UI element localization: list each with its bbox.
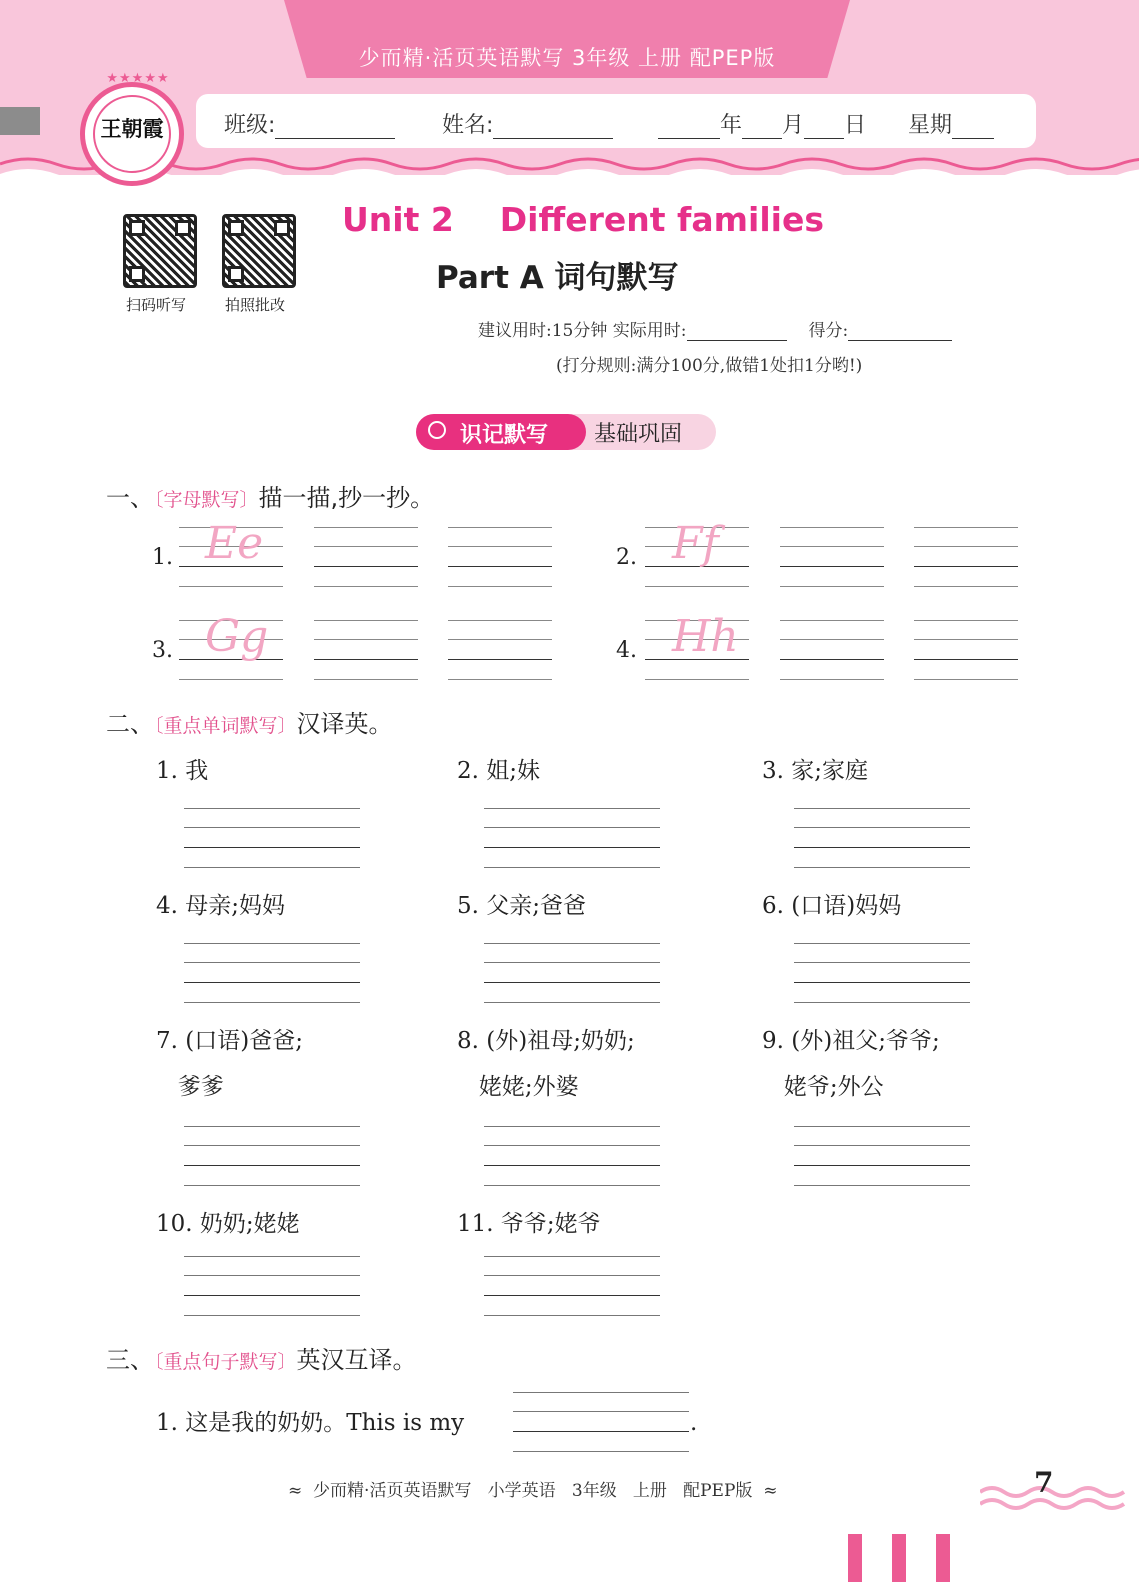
weekday-blank[interactable]: [952, 118, 994, 139]
vocab-prompt: 8. (外)祖母;奶奶; 姥姥;外婆: [457, 1028, 635, 1100]
sentence-prompt: 1. 这是我的奶奶。This is my: [156, 1410, 465, 1436]
letter-item-number: 4.: [616, 638, 637, 663]
section1-instruction: 描一描,抄一抄。: [258, 484, 435, 512]
timing-text: 建议用时:15分钟 实际用时:: [478, 321, 687, 341]
section3-heading: [106, 1340, 417, 1375]
trace-letters: Hh: [672, 611, 739, 662]
vocab-answer-lines[interactable]: [484, 1256, 660, 1316]
section2-tag: 〔重点单词默写〕: [154, 715, 297, 737]
badge-left-label: 识记默写: [460, 423, 549, 448]
section2-instruction: 汉译英。: [296, 710, 393, 738]
section1-tag: 〔字母默写〕: [154, 489, 259, 511]
trace-letters: Ff: [672, 518, 719, 569]
photo-qr-code[interactable]: [222, 214, 296, 288]
letter-writing-grid[interactable]: [448, 527, 552, 587]
day-label: 日: [844, 113, 867, 138]
listen-qr-code[interactable]: [123, 214, 197, 288]
vocab-prompt: 9. (外)祖父;爷爷; 姥爷;外公: [762, 1028, 940, 1100]
vocab-prompt: 2. 姐;妹: [457, 758, 541, 784]
logo-text: 王朝霞: [100, 116, 164, 141]
star-icon: ★★★★★: [106, 71, 170, 86]
timing-line: [478, 316, 952, 341]
vocab-prompt: 5. 父亲;爸爸: [457, 893, 587, 919]
letter-item-number: 3.: [152, 638, 173, 663]
section2-number: 二、: [106, 710, 154, 738]
month-blank[interactable]: [742, 118, 782, 139]
name-field[interactable]: [442, 108, 613, 139]
vocab-prompt: 4. 母亲;妈妈: [156, 893, 286, 919]
badge-primary: [416, 414, 586, 450]
trace-letters: Gg: [205, 611, 269, 662]
letter-writing-grid[interactable]: [314, 620, 418, 680]
vocab-answer-lines[interactable]: [794, 808, 970, 868]
vocab-prompt: 10. 奶奶;姥姥: [156, 1211, 300, 1237]
letter-writing-grid[interactable]: [914, 527, 1018, 587]
month-label: 月: [782, 113, 805, 138]
photo-qr-label: 拍照批改: [225, 296, 286, 314]
footer-wave-decoration: [980, 1480, 1130, 1514]
page-number: 7: [1034, 1466, 1054, 1499]
scoring-rule: (打分规则:满分100分,做错1处扣1分哟!): [556, 356, 863, 376]
letter-writing-grid[interactable]: [780, 620, 884, 680]
thumb-tab: [892, 1534, 906, 1582]
letter-writing-grid[interactable]: [448, 620, 552, 680]
listen-qr-label: 扫码听写: [126, 296, 187, 314]
vocab-prompt: 11. 爷爷;姥爷: [457, 1211, 601, 1237]
vocab-prompt: 6. (口语)妈妈: [762, 893, 902, 919]
class-label: 班级:: [224, 113, 276, 138]
date-field[interactable]: [658, 108, 866, 139]
section1-number: 一、: [106, 484, 154, 512]
class-blank[interactable]: [275, 118, 395, 139]
actual-time-blank[interactable]: [687, 324, 787, 341]
year-blank[interactable]: [658, 118, 720, 139]
section1-heading: [106, 478, 434, 513]
thumb-tab: [848, 1534, 862, 1582]
vocab-prompt: 3. 家;家庭: [762, 758, 869, 784]
medal-icon: [428, 421, 446, 439]
vocab-answer-lines[interactable]: [484, 943, 660, 1003]
score-label: 得分:: [808, 321, 849, 341]
section3-tag: 〔重点句子默写〕: [154, 1351, 297, 1373]
weekday-label: 星期: [908, 113, 953, 138]
thumb-tab: [936, 1534, 950, 1582]
series-title: 少而精·活页英语默写 3年级 上册 配PEP版: [358, 46, 776, 70]
class-field[interactable]: [224, 108, 395, 139]
letter-writing-grid[interactable]: [914, 620, 1018, 680]
letter-item-number: 1.: [152, 545, 173, 570]
score-blank[interactable]: [848, 324, 952, 341]
vocab-answer-lines[interactable]: [184, 1256, 360, 1316]
vocab-answer-lines[interactable]: [184, 1126, 360, 1186]
vocab-prompt: 1. 我: [156, 758, 209, 784]
vocab-answer-lines[interactable]: [794, 1126, 970, 1186]
weekday-field[interactable]: [908, 108, 994, 139]
vocab-answer-lines[interactable]: [184, 808, 360, 868]
side-tab: [0, 107, 40, 135]
trace-letters: Ee: [205, 518, 264, 569]
publisher-logo: [80, 71, 184, 186]
section2-heading: [106, 704, 393, 739]
letter-item-number: 2.: [616, 545, 637, 570]
letter-writing-grid[interactable]: [314, 527, 418, 587]
badge-secondary: 基础巩固: [594, 422, 683, 447]
footer-text: ≈ 少而精·活页英语默写 小学英语 3年级 上册 配PEP版 ≈: [288, 1481, 778, 1501]
sentence-period: .: [690, 1410, 698, 1436]
vocab-answer-lines[interactable]: [794, 943, 970, 1003]
vocab-answer-lines[interactable]: [484, 808, 660, 868]
part-title: Part A 词句默写: [436, 260, 679, 296]
name-blank[interactable]: [493, 118, 613, 139]
year-label: 年: [720, 113, 743, 138]
vocab-prompt: 7. (口语)爸爸; 爹爹: [156, 1028, 303, 1100]
sentence-answer-lines[interactable]: [513, 1392, 689, 1452]
section3-instruction: 英汉互译。: [296, 1346, 417, 1374]
section3-number: 三、: [106, 1346, 154, 1374]
vocab-answer-lines[interactable]: [184, 943, 360, 1003]
unit-title: Unit 2 Different families: [342, 200, 824, 239]
student-info-box: [196, 94, 1036, 148]
name-label: 姓名:: [442, 113, 494, 138]
vocab-answer-lines[interactable]: [484, 1126, 660, 1186]
letter-writing-grid[interactable]: [780, 527, 884, 587]
day-blank[interactable]: [804, 118, 844, 139]
